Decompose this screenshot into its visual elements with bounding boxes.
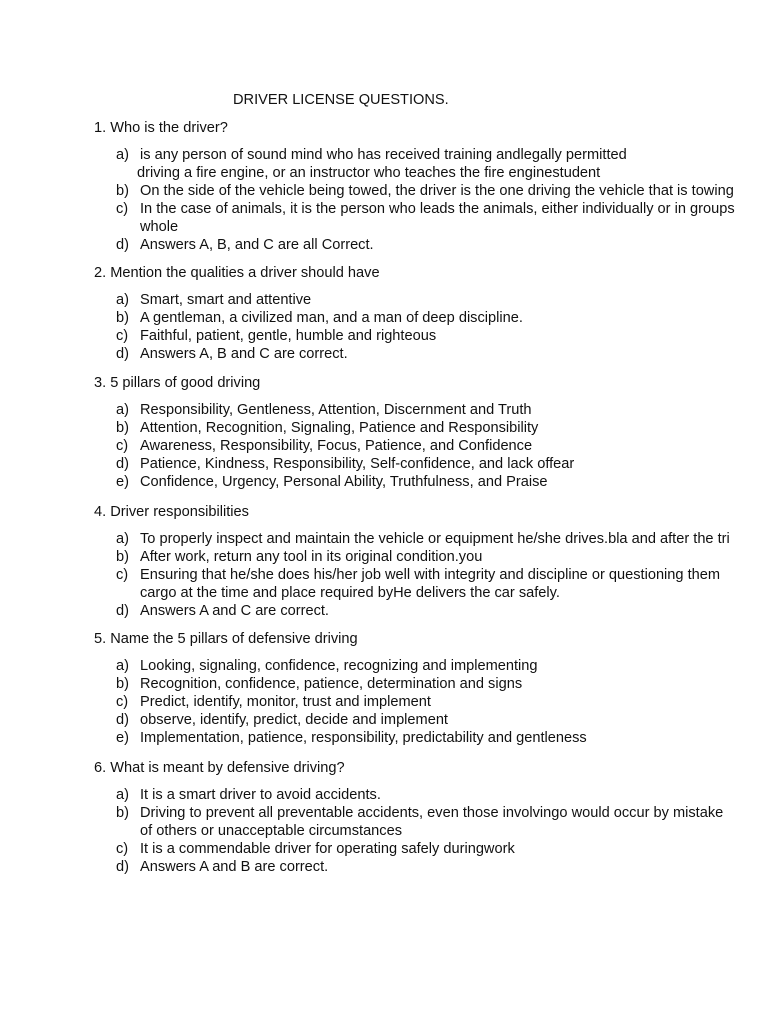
option-label: a) bbox=[116, 147, 129, 163]
option-text: Looking, signaling, confidence, recognizing and implementing bbox=[140, 658, 538, 674]
option-text: After work, return any tool in its original condition.you bbox=[140, 549, 483, 565]
option-label: b) bbox=[116, 805, 129, 821]
option-label: c) bbox=[116, 567, 129, 583]
option-text: Patience, Kindness, Responsibility, Self-confidence, and lack offear bbox=[140, 456, 575, 472]
option-label: c) bbox=[116, 841, 129, 857]
question-3: 3. 5 pillars of good driving bbox=[94, 375, 261, 391]
option-5d bbox=[116, 711, 587, 729]
option-label: d) bbox=[116, 456, 129, 472]
option-3e bbox=[116, 473, 574, 491]
option-4b bbox=[116, 548, 730, 566]
option-label: b) bbox=[116, 549, 129, 565]
option-text: A gentleman, a civilized man, and a man of deep discipline. bbox=[140, 310, 523, 326]
option-text: Smart, smart and attentive bbox=[140, 292, 312, 308]
option-text: is any person of sound mind who has received training andlegally permitted bbox=[140, 147, 627, 163]
option-4d bbox=[116, 602, 730, 620]
option-label: d) bbox=[116, 859, 129, 875]
question-1-options bbox=[116, 146, 735, 254]
option-text: Answers A, B and C are correct. bbox=[140, 346, 348, 362]
option-text: Awareness, Responsibility, Focus, Patience, and Confidence bbox=[140, 438, 533, 454]
option-text: Answers A and B are correct. bbox=[140, 859, 329, 875]
option-text: Answers A and C are correct. bbox=[140, 603, 329, 619]
question-4-options bbox=[116, 530, 730, 620]
option-label: a) bbox=[116, 787, 129, 803]
option-text: Recognition, confidence, patience, determination and signs bbox=[140, 676, 523, 692]
option-text-continued: driving a fire engine, or an instructor who teaches the fire enginestudent bbox=[137, 165, 601, 181]
option-1c bbox=[116, 200, 735, 236]
option-label: b) bbox=[116, 183, 129, 199]
option-text: Attention, Recognition, Signaling, Patience and Responsibility bbox=[140, 420, 539, 436]
option-2d bbox=[116, 345, 523, 363]
option-text: On the side of the vehicle being towed, the driver is the one driving the vehicle that is towing bbox=[140, 183, 734, 199]
option-text-continued: of others or unacceptable circumstances bbox=[140, 823, 403, 839]
option-text: Predict, identify, monitor, trust and implement bbox=[140, 694, 431, 710]
option-text: Faithful, patient, gentle, humble and righteous bbox=[140, 328, 437, 344]
question-4: 4. Driver responsibilities bbox=[94, 504, 249, 520]
option-label: c) bbox=[116, 438, 129, 454]
option-2b bbox=[116, 309, 523, 327]
option-label: c) bbox=[116, 328, 129, 344]
option-text: In the case of animals, it is the person who leads the animals, either individually or in groups bbox=[140, 201, 735, 217]
option-3a bbox=[116, 401, 574, 419]
option-label: d) bbox=[116, 237, 129, 253]
option-text: Confidence, Urgency, Personal Ability, Truthfulness, and Praise bbox=[140, 474, 548, 490]
option-label: a) bbox=[116, 402, 129, 418]
option-label: d) bbox=[116, 712, 129, 728]
option-4c bbox=[116, 566, 730, 602]
question-2-options bbox=[116, 291, 523, 363]
option-text: Ensuring that he/she does his/her job well with integrity and discipline or questioning them bbox=[140, 567, 721, 583]
option-3c bbox=[116, 437, 574, 455]
option-6d bbox=[116, 858, 723, 876]
option-text-continued: cargo at the time and place required byHe delivers the car safely. bbox=[140, 585, 560, 601]
option-label: b) bbox=[116, 310, 129, 326]
option-label: a) bbox=[116, 531, 129, 547]
question-2: 2. Mention the qualities a driver should have bbox=[94, 265, 380, 281]
option-text: To properly inspect and maintain the vehicle or equipment he/she drives.bla and after the tri bbox=[140, 531, 730, 547]
option-5a bbox=[116, 657, 587, 675]
question-5: 5. Name the 5 pillars of defensive driving bbox=[94, 631, 358, 647]
question-6-options bbox=[116, 786, 723, 876]
question-1: 1. Who is the driver? bbox=[94, 120, 228, 136]
option-label: a) bbox=[116, 292, 129, 308]
option-label: c) bbox=[116, 694, 129, 710]
option-3d bbox=[116, 455, 574, 473]
question-6: 6. What is meant by defensive driving? bbox=[94, 760, 345, 776]
option-6c bbox=[116, 840, 723, 858]
option-2c bbox=[116, 327, 523, 345]
option-label: b) bbox=[116, 676, 129, 692]
option-6a bbox=[116, 786, 723, 804]
option-text: Answers A, B, and C are all Correct. bbox=[140, 237, 374, 253]
option-5b bbox=[116, 675, 587, 693]
option-1a bbox=[116, 146, 735, 182]
option-text: observe, identify, predict, decide and implement bbox=[140, 712, 448, 728]
option-label: e) bbox=[116, 474, 129, 490]
option-1b bbox=[116, 182, 735, 200]
option-label: d) bbox=[116, 603, 129, 619]
option-4a bbox=[116, 530, 730, 548]
option-label: b) bbox=[116, 420, 129, 436]
question-3-options bbox=[116, 401, 574, 491]
option-6b bbox=[116, 804, 723, 840]
option-text: Driving to prevent all preventable accidents, even those involvingo would occur by mistake bbox=[140, 805, 724, 821]
option-text-continued: whole bbox=[140, 219, 179, 235]
option-label: c) bbox=[116, 201, 129, 217]
option-text: Implementation, patience, responsibility, predictability and gentleness bbox=[140, 730, 587, 746]
option-text: It is a commendable driver for operating safely duringwork bbox=[140, 841, 515, 857]
option-label: e) bbox=[116, 730, 129, 746]
option-label: a) bbox=[116, 658, 129, 674]
document-title: DRIVER LICENSE QUESTIONS. bbox=[233, 92, 449, 108]
option-5e bbox=[116, 729, 587, 747]
option-3b bbox=[116, 419, 574, 437]
option-1d bbox=[116, 236, 735, 254]
question-5-options bbox=[116, 657, 587, 747]
option-text: Responsibility, Gentleness, Attention, Discernment and Truth bbox=[140, 402, 532, 418]
option-text: It is a smart driver to avoid accidents. bbox=[140, 787, 381, 803]
option-label: d) bbox=[116, 346, 129, 362]
option-2a bbox=[116, 291, 523, 309]
option-5c bbox=[116, 693, 587, 711]
